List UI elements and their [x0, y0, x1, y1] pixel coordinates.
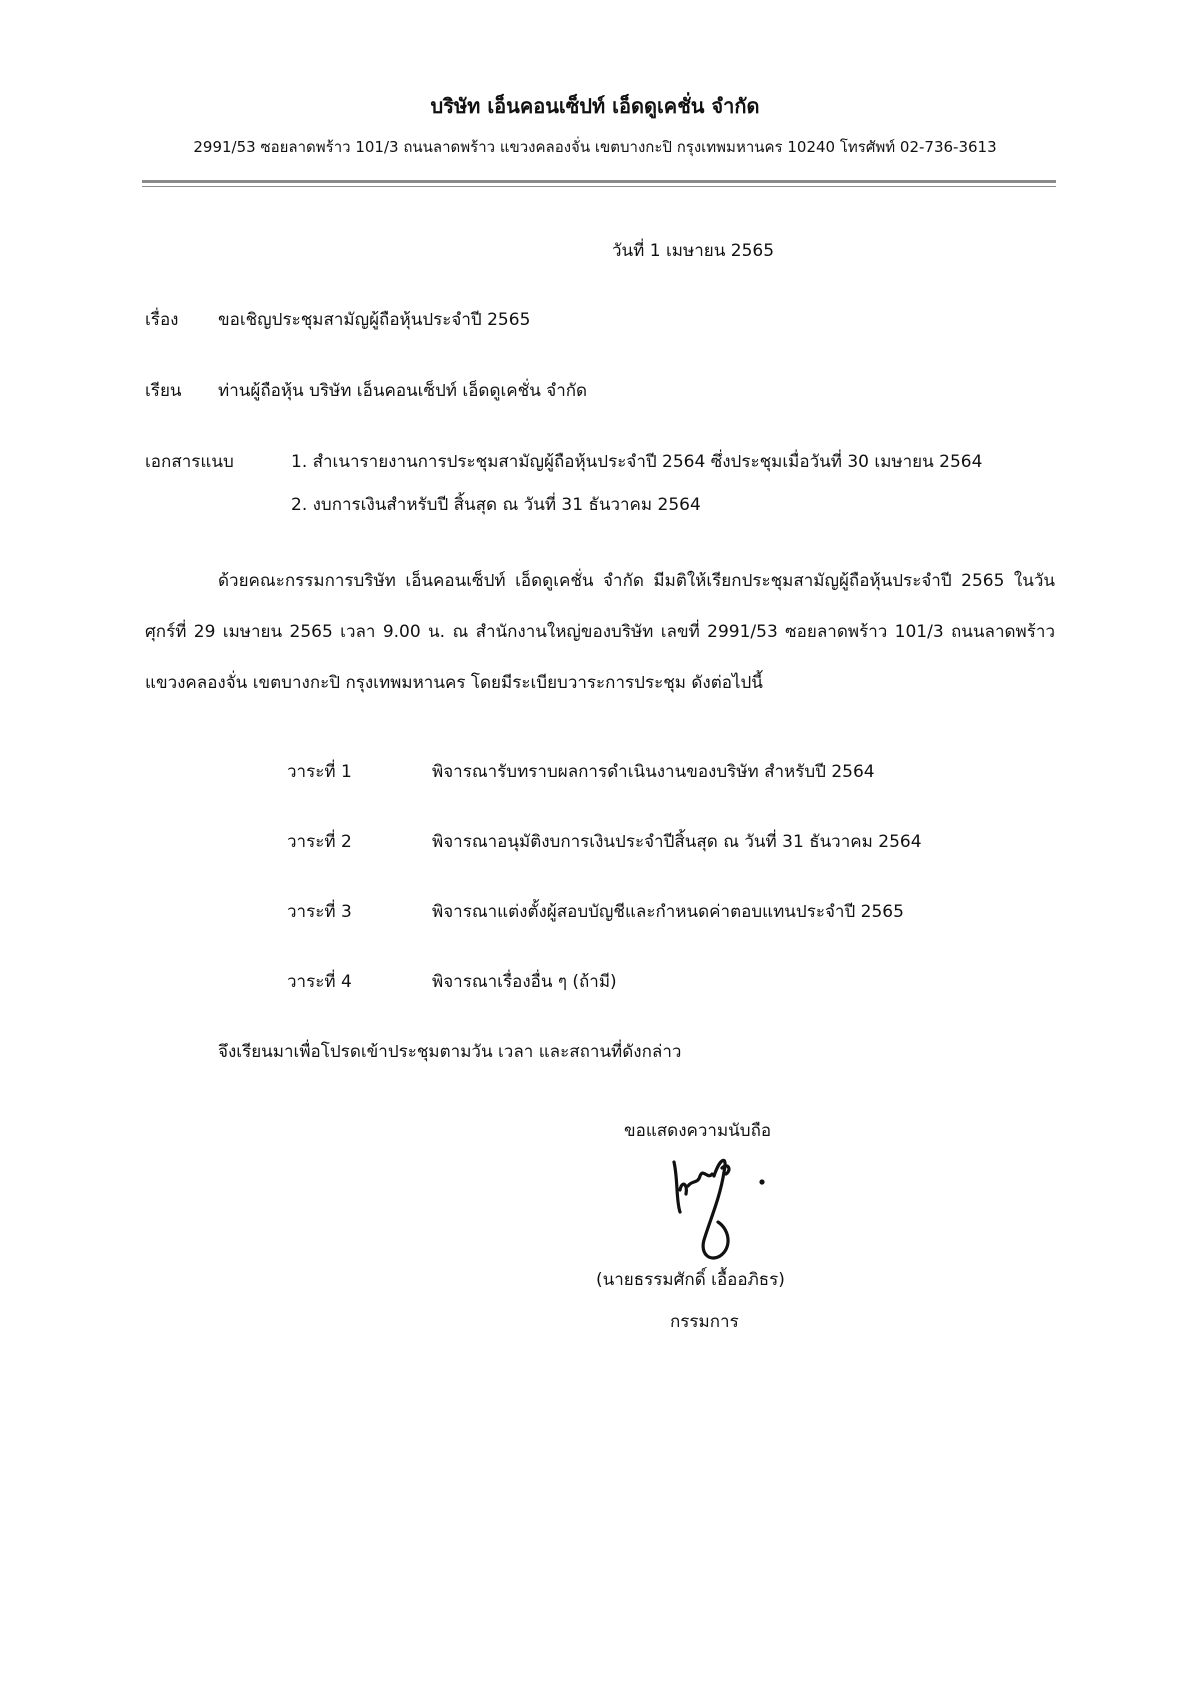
body-paragraph: ด้วยคณะกรรมการบริษัท เอ็นคอนเซ็ปท์ เอ็ดดูเคชั่น จำกัด มีมติให้เรียกประชุมสามัญผู้ถือหุ้นประจำปี 2565 ในวันศุกร์ที่ 29 เมษายน 2565 เวลา 9.00 น. ณ สำนักงานใหญ่ของบริษัท เลขที่ 2991/53 ซอยลาดพร้าว 101/3 ถนนลาดพร้าว แขวงคลองจั่น เขตบางกะปิ กรุงเทพมหานคร โดยมีระเบียบวาระการประชุม ดังต่อไปนี้	[145, 571, 1055, 693]
agenda-text: พิจารณาแต่งตั้งผู้สอบบัญชีและกำหนดค่าตอบแทนประจำปี 2565	[432, 902, 904, 922]
enclosure-item: 2. งบการเงินสำหรับปี สิ้นสุด ณ วันที่ 31 ธันวาคม 2564	[291, 495, 701, 515]
subject-text: ขอเชิญประชุมสามัญผู้ถือหุ้นประจำปี 2565	[218, 310, 531, 330]
company-address: 2991/53 ซอยลาดพร้าว 101/3 ถนนลาดพร้าว แขวงคลองจั่น เขตบางกะปิ กรุงเทพมหานคร 10240 โทรศัพท์ 02-736-3613	[193, 138, 997, 156]
agenda-label: วาระที่ 4	[287, 972, 352, 992]
signer-title: กรรมการ	[670, 1312, 739, 1332]
header-rule-thick	[142, 180, 1056, 183]
agenda-text: พิจารณาเรื่องอื่น ๆ (ถ้ามี)	[432, 972, 617, 992]
header-rule-thin	[142, 186, 1056, 187]
enclosures-label: เอกสารแนบ	[145, 452, 234, 472]
agenda-text: พิจารณาอนุมัติงบการเงินประจำปีสิ้นสุด ณ วันที่ 31 ธันวาคม 2564	[432, 832, 922, 852]
recipient-text: ท่านผู้ถือหุ้น บริษัท เอ็นคอนเซ็ปท์ เอ็ดดูเคชั่น จำกัด	[218, 381, 588, 401]
agenda-label: วาระที่ 2	[287, 832, 352, 852]
signer-name: (นายธรรมศักดิ์ เอื้ออภิธร)	[596, 1270, 785, 1290]
signature	[670, 1150, 780, 1270]
agenda-text: พิจารณารับทราบผลการดำเนินงานของบริษัท สำหรับปี 2564	[432, 762, 875, 782]
agenda-label: วาระที่ 3	[287, 902, 352, 922]
company-name: บริษัท เอ็นคอนเซ็ปท์ เอ็ดดูเคชั่น จำกัด	[430, 94, 760, 118]
recipient-label: เรียน	[145, 381, 182, 401]
closing-line: จึงเรียนมาเพื่อโปรดเข้าประชุมตามวัน เวลา และสถานที่ดังกล่าว	[218, 1042, 682, 1062]
agenda-label: วาระที่ 1	[287, 762, 352, 782]
letter-date: วันที่ 1 เมษายน 2565	[612, 241, 775, 261]
subject-label: เรื่อง	[145, 310, 179, 330]
sign-off: ขอแสดงความนับถือ	[624, 1121, 772, 1141]
enclosure-item: 1. สำเนารายงานการประชุมสามัญผู้ถือหุ้นประจำปี 2564 ซึ่งประชุมเมื่อวันที่ 30 เมษายน 2564	[291, 452, 983, 472]
